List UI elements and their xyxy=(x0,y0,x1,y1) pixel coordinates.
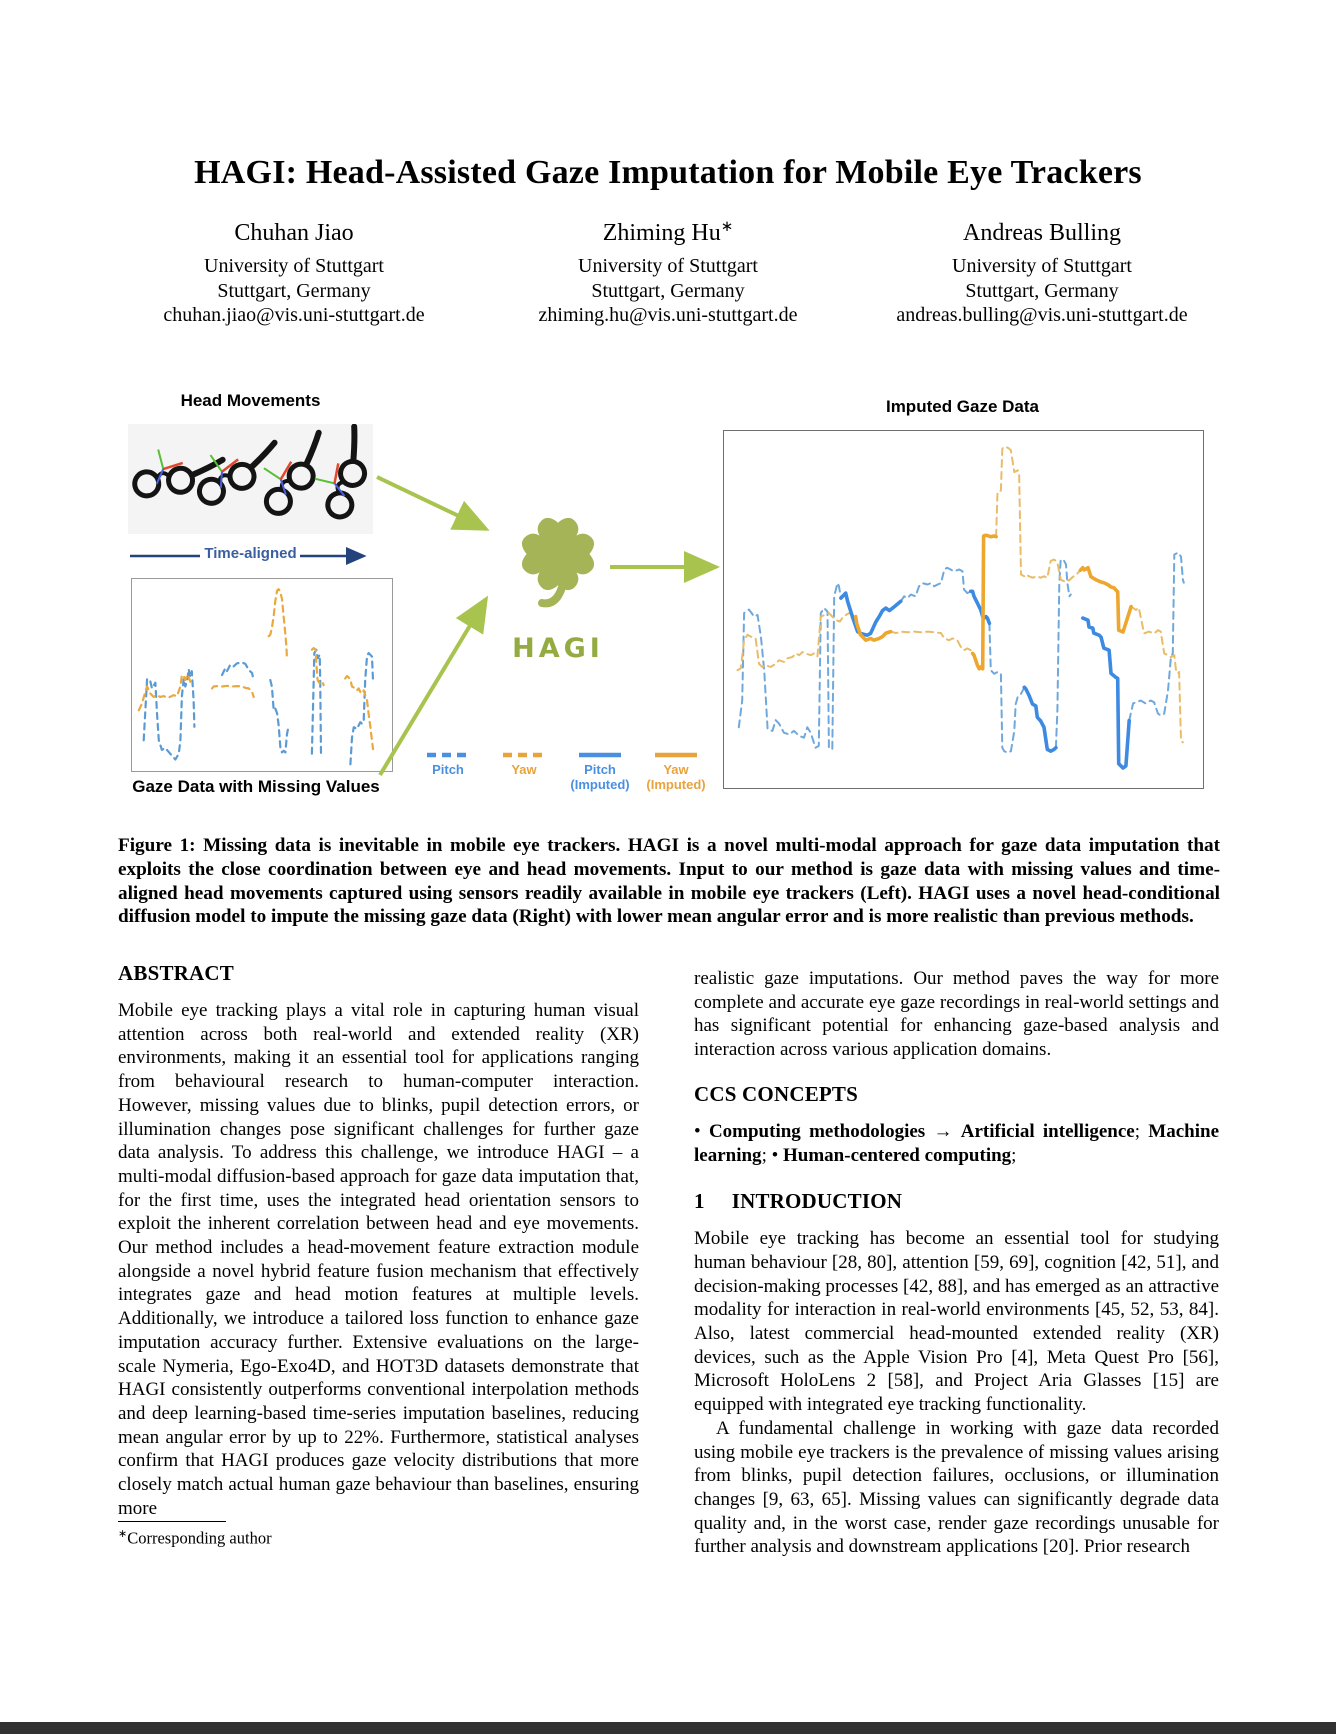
imputed-gaze-chart xyxy=(723,430,1204,789)
abstract-continuation: realistic gaze imputations. Our method paves the way for more complete and accurate eye gaze recordings in real-world settings and has significant potential for enhancing gaze-based analysis and interaction across various application domains. xyxy=(694,968,1219,1061)
author-location: Stuttgart, Germany xyxy=(591,279,745,302)
series-pitch-imputed- xyxy=(841,593,901,635)
series-pitch-imputed- xyxy=(971,591,990,623)
author-name-text: Andreas Bulling xyxy=(963,220,1121,246)
time-aligned-label: Time-aligned xyxy=(204,545,297,562)
series-yaw xyxy=(891,632,973,654)
hagi-clover-icon xyxy=(506,508,610,626)
series-pitch xyxy=(312,650,321,754)
legend-item-pitch xyxy=(414,751,482,792)
arrow-head-to-hagi xyxy=(377,477,486,529)
legend-swatch-solid-orange xyxy=(653,751,699,759)
author-location: Stuttgart, Germany xyxy=(965,279,1119,302)
ccs-heading: CCS CONCEPTS xyxy=(694,1081,859,1106)
imputed-gaze-label: Imputed Gaze Data xyxy=(885,397,1040,416)
legend-label: Pitch xyxy=(432,762,464,777)
page-title: HAGI: Head-Assisted Gaze Imputation for Mobile Eye Trackers xyxy=(194,154,1142,191)
footnote-text: Corresponding author xyxy=(127,1528,272,1548)
footnote-mark: ∗ xyxy=(118,1528,128,1540)
ccs-term: Computing methodologies xyxy=(708,1120,926,1142)
author-affiliation: University of Stuttgart xyxy=(952,255,1132,277)
legend-label: Pitch (Imputed) xyxy=(570,762,630,792)
series-pitch xyxy=(222,663,254,681)
ccs-bullet: • xyxy=(694,1120,709,1142)
head-movements-label: Head Movements xyxy=(180,391,321,410)
legend-label: Yaw xyxy=(511,762,537,777)
author-location: Stuttgart, Germany xyxy=(217,279,371,302)
intro-paragraph-1: Mobile eye tracking has become an essential tool for studying human behaviour [28, 80], attention [59, 69], cognition [42, 51], and decision-making processes [42, 88], and has emerged as an attractive modality for interaction in real-world environments [45, 52, 53, 84]. Also, latest commercial head-mounted extended reality (XR) devices, such as the Apple Vision Pro [4], Meta Quest Pro [56], Microsoft HoloLens 2 [58], and Project Aria Glasses [15] are equipped with integrated eye tracking functionality. xyxy=(694,1228,1219,1416)
series-pitch xyxy=(270,680,289,752)
series-pitch xyxy=(1056,560,1071,748)
arrow-gaze-to-hagi xyxy=(380,599,486,775)
series-yaw xyxy=(737,613,855,670)
figure-caption: Figure 1: Missing data is inevitable in mobile eye trackers. HAGI is a novel multi-modal approach for gaze data imputation that exploits the close coordination between eye and head movements. Input to our method is gaze data with missing values and time-aligned head movements captured using sensors readily available in mobile eye trackers (Left). HAGI uses a novel head-conditional diffusion model to impute the missing gaze data (Right) with lower mean angular error and is more realistic than previous methods. xyxy=(118,835,1220,928)
time-aligned-arrow xyxy=(128,547,373,567)
author-name-text: Zhiming Hu xyxy=(602,220,721,246)
introduction-heading xyxy=(694,1189,1219,1214)
section-title: INTRODUCTION xyxy=(731,1189,903,1214)
series-yaw xyxy=(212,686,254,697)
series-pitch xyxy=(901,568,971,602)
author-name xyxy=(107,212,481,248)
author-email[interactable]: zhiming.hu@vis.uni-stuttgart.de xyxy=(538,304,798,326)
left-column xyxy=(118,961,639,1520)
footnote xyxy=(118,1527,272,1549)
legend-swatch-dashed-orange xyxy=(501,751,547,759)
series-pitch-imputed- xyxy=(1083,618,1129,768)
hagi-label: HAGI xyxy=(512,633,604,664)
ccs-concepts: • Computing methodologies → Artificial intelligence; Machine learning; • Human-centered computing; xyxy=(694,1120,1220,1166)
bottom-window-edge xyxy=(0,1722,1336,1734)
series-pitch-imputed- xyxy=(1024,687,1056,751)
author-block xyxy=(107,212,481,328)
author-mark: ∗ xyxy=(720,219,734,235)
author-block xyxy=(855,212,1229,328)
intro-paragraph-2: A fundamental challenge in working with gaze data recorded using mobile eye trackers is the prevalence of missing values arising from blinks, pupil detection failures, occlusions, or illumination changes [9, 63, 65]. Missing values can significantly degrade data quality and, in the worst case, render gaze recordings unusable for further analysis and downstream applications [20]. Prior research xyxy=(694,1417,1219,1558)
section-number: 1 xyxy=(694,1189,705,1214)
author-affiliation: University of Stuttgart xyxy=(578,255,758,277)
authors-row xyxy=(107,212,1229,328)
author-email[interactable]: chuhan.jiao@vis.uni-stuttgart.de xyxy=(163,304,425,326)
author-name-text: Chuhan Jiao xyxy=(234,220,354,246)
series-pitch xyxy=(989,623,1024,752)
legend-label: Yaw (Imputed) xyxy=(646,762,706,792)
footnote-rule xyxy=(118,1521,226,1522)
legend-item-yaw xyxy=(490,751,558,792)
author-block xyxy=(481,212,855,328)
gaze-missing-chart xyxy=(131,578,393,772)
series-pitch xyxy=(144,669,195,759)
author-affiliation: University of Stuttgart xyxy=(204,255,384,277)
author-name xyxy=(481,212,855,248)
abstract-text: Mobile eye tracking plays a vital role in capturing human visual attention across both real-world and extended reality (XR) environments, making it an essential tool for applications ranging from behavioural research to human-computer interaction. However, missing values due to blinks, pupil detection errors, or illumination changes pose significant challenges for further gaze data analysis. To address this challenge, we introduce HAGI – a multi-modal diffusion-based approach for gaze data imputation that, for the first time, uses the integrated head orientation sensors to exploit the inherent correlation between head and eye movements. Our method includes a head-movement feature extraction module alongside a novel hybrid feature fusion mechanism that effectively integrates gaze and head motion features at multiple levels. Additionally, we introduce a tailored loss function to enhance gaze imputation accuracy further. Extensive evaluations on the large-scale Nymeria, Ego-Exo4D, and HOT3D datasets demonstrate that HAGI consistently outperforms conventional interpolation methods and deep learning-based time-series imputation baselines, reducing mean angular error by up to 22%. Furthermore, statistical analyses confirm that HAGI produces gaze velocity distributions that more closely match actual human gaze behaviour than baselines, ensuring more xyxy=(118,1000,639,1519)
ccs-term: Human-centered computing xyxy=(783,1144,1012,1166)
series-pitch xyxy=(1129,553,1184,721)
gaze-data-label: Gaze Data with Missing Values xyxy=(132,777,380,796)
legend-item-yaw-imputed xyxy=(642,751,710,792)
series-yaw xyxy=(1131,607,1183,743)
ccs-term: Machine learning xyxy=(694,1120,1220,1166)
ccs-arrow: → xyxy=(925,1120,961,1142)
right-column xyxy=(694,967,1219,1559)
ccs-term: Artificial intelligence xyxy=(960,1120,1135,1142)
series-yaw xyxy=(996,447,1080,582)
abstract-heading: ABSTRACT xyxy=(118,961,234,985)
author-name xyxy=(855,212,1229,248)
series-yaw xyxy=(269,589,287,660)
author-email[interactable]: andreas.bulling@vis.uni-stuttgart.de xyxy=(896,304,1188,326)
legend-swatch-solid-blue xyxy=(577,751,623,759)
head-movements-image xyxy=(128,424,373,534)
figure-legend xyxy=(414,751,710,792)
series-pitch xyxy=(739,583,841,749)
legend-swatch-dashed-blue xyxy=(425,751,471,759)
legend-item-pitch-imputed xyxy=(566,751,634,792)
